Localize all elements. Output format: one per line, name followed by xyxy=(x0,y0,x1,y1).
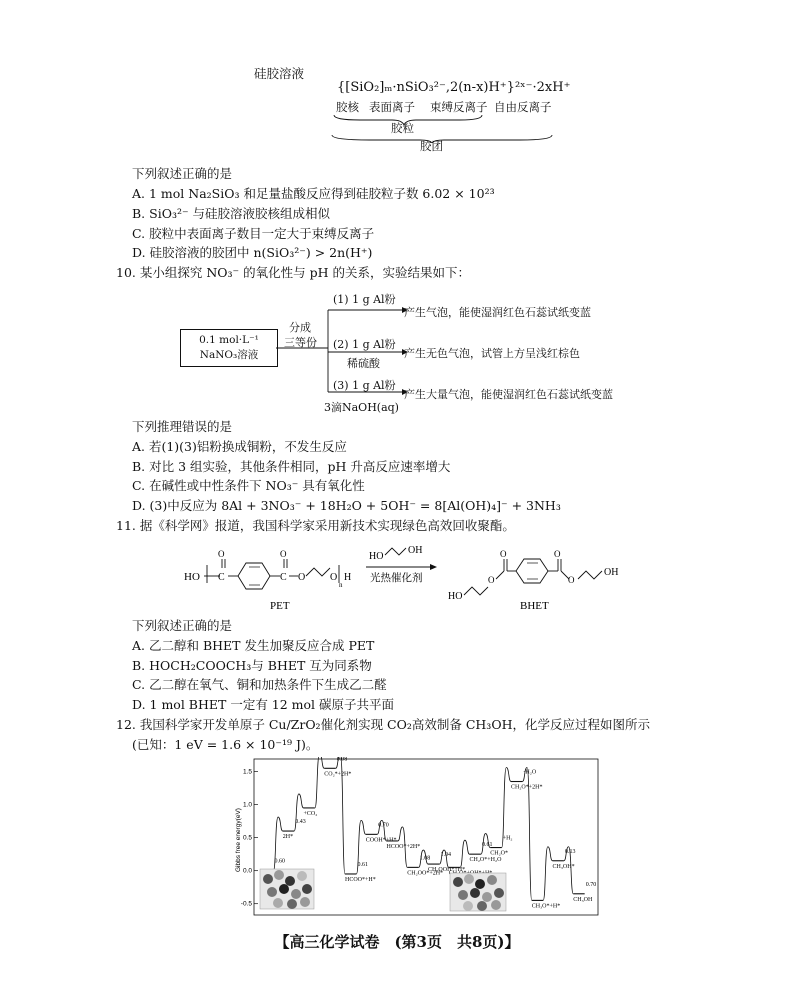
level-label: CH₂O*+H₂O xyxy=(469,857,502,864)
svg-text:O: O xyxy=(298,572,306,583)
q10-reagent-1: (1) 1 g Al粉 xyxy=(333,293,396,306)
q11-sub-stem: 下列叙述正确的是 xyxy=(132,618,233,633)
q9-option-c: C. 胶粒中表面离子数目一定大于束缚反离子 xyxy=(132,226,375,241)
q10-result-1: 产生气泡，能使湿润红色石蕊试纸变蓝 xyxy=(404,306,591,319)
q10-extra-2: 稀硫酸 xyxy=(347,357,380,370)
energy-annotation: 0.13 xyxy=(564,848,576,855)
q10-box-line1: 0.1 mol·L⁻¹ xyxy=(199,334,259,346)
q10-option-d: D. (3)中反应为 8Al + 3NO₃⁻ + 18H₂O + 5OH⁻ = 8[Al(OH)₄]⁻ + 3NH₃ xyxy=(132,498,561,513)
q10-reagent-2: (2) 1 g Al粉 xyxy=(333,338,396,351)
level-label: HCOO*+H* xyxy=(345,876,376,883)
pet-h: H xyxy=(344,572,352,583)
q10-reagent-3: (3) 1 g Al粉 xyxy=(333,379,396,392)
q11-option-d: D. 1 mol BHET 一定有 12 mol 碳原子共平面 xyxy=(132,697,395,712)
level-label: CH₂O*+2H* xyxy=(511,784,543,791)
q10-split1: 分成 xyxy=(289,321,311,334)
colloid-part-bound: 束缚反离子 xyxy=(430,100,488,114)
colloid-part-free: 自由反离子 xyxy=(494,100,552,114)
q10-branch-arrows xyxy=(276,300,416,410)
level-label: +CO₂ xyxy=(303,810,318,817)
chart-ylabel: Gibbs free energy(eV) xyxy=(235,808,242,872)
energy-annotation: 1.04 xyxy=(440,852,451,859)
level-label: 2H* xyxy=(282,834,294,841)
pet-label: PET xyxy=(270,600,290,612)
energy-annotation: 0.70 xyxy=(378,822,389,829)
q9-option-b: B. SiO₃²⁻ 与硅胶溶液胶核组成相似 xyxy=(132,206,331,221)
bhet-label: BHET xyxy=(520,600,549,612)
catalyst-image-left xyxy=(260,869,314,909)
q12-stem: 12. 我国科学家开发单原子 Cu/ZrO₂催化剂实现 CO₂高效制备 CH₃OH，化学反应过程如图所示 xyxy=(116,717,650,732)
energy-annotation: -H₂O xyxy=(523,769,537,776)
y-tick-label: 1.5 xyxy=(242,768,252,776)
q9-option-d: D. 硅胶溶液的胶团中 n(SiO₃²⁻) > 2n(H⁺) xyxy=(132,245,373,260)
q11-option-a: A. 乙二醇和 BHET 发生加聚反应合成 PET xyxy=(132,638,375,653)
y-tick-label: -0.5 xyxy=(240,900,252,908)
chart-yticks xyxy=(241,769,258,908)
energy-annotation: 1.08 xyxy=(419,855,431,862)
q10-stem: 10. 某小组探究 NO₃⁻ 的氧化性与 pH 的关系，实验结果如下： xyxy=(116,265,470,280)
reagent-ho: HO xyxy=(369,551,384,562)
q11-option-b: B. HOCH₂COOCH₃与 BHET 互为同系物 xyxy=(132,658,372,673)
q10-extra-3: 3滴NaOH(aq) xyxy=(324,401,399,414)
q11-option-c: C. 乙二醇在氧气、铜和加热条件下生成乙二醛 xyxy=(132,677,387,692)
colloid-braces xyxy=(330,113,560,143)
catalyst-image-right xyxy=(450,873,506,911)
energy-annotation: +H₂ xyxy=(502,835,513,842)
q10-box-line2: NaNO₃溶液 xyxy=(199,349,259,361)
q9-option-a: A. 1 mol Na₂SiO₃ 和足量盐酸反应得到硅胶粒子数 6.02 × 10²³ xyxy=(132,186,495,201)
transition-curve xyxy=(315,757,324,808)
q10-solution-box xyxy=(180,329,278,367)
energy-annotation: 0.60 xyxy=(274,858,285,865)
q10-option-c: C. 在碱性或中性条件下 NO₃⁻ 具有氧化性 xyxy=(132,478,365,493)
colloid-formula: {[SiO₂]ₘ·nSiO₃²⁻,2(n-x)H⁺}²ˣ⁻·2xH⁺ xyxy=(337,80,571,95)
energy-annotation: 0.43 xyxy=(295,819,306,826)
reagent-oh: OH xyxy=(408,545,423,556)
colloid-label: 硅胶溶液 xyxy=(254,66,305,81)
colloid-part-surface: 表面离子 xyxy=(369,100,415,114)
colloid-particle: 胶粒 xyxy=(391,121,414,135)
level-label: CH₂OOH*+H* xyxy=(428,867,466,874)
colloid-micelle: 胶团 xyxy=(420,139,443,153)
q9-stem: 下列叙述正确的是 xyxy=(132,166,233,181)
q12-note: (已知：1 eV = 1.6 × 10⁻¹⁹ J)。 xyxy=(132,737,319,752)
svg-text:OH: OH xyxy=(604,567,619,578)
q11-reaction-scheme xyxy=(180,537,640,617)
q10-sub-stem: 下列推理错误的是 xyxy=(132,419,233,434)
pet-ho: HO xyxy=(184,571,200,583)
level-label: CH₃OH* xyxy=(552,863,575,870)
level-label: CH₂O* xyxy=(490,850,509,857)
svg-text:O: O xyxy=(568,575,575,585)
catalyst-label: 光热催化剂 xyxy=(370,573,423,584)
q12-energy-chart xyxy=(232,757,604,919)
svg-text:O: O xyxy=(488,575,495,585)
pet-n: n xyxy=(339,581,343,589)
y-tick-label: 1.0 xyxy=(242,801,252,809)
level-label: CH₃O*+H* xyxy=(531,903,561,910)
transition-curve xyxy=(294,794,303,831)
energy-annotation: 0.70 xyxy=(585,881,597,888)
q10-split2: 三等份 xyxy=(284,336,317,349)
level-label: CH₃OH xyxy=(573,896,593,903)
level-label: HCOO*+2H* xyxy=(386,843,421,850)
q10-option-a: A. 若(1)(3)铝粉换成铜粉，不发生反应 xyxy=(132,439,347,454)
q10-result-2: 产生无色气泡，试管上方呈浅红棕色 xyxy=(404,347,580,360)
svg-text:O: O xyxy=(218,549,225,559)
svg-text:O: O xyxy=(280,549,287,559)
svg-text:O: O xyxy=(554,549,561,559)
svg-text:C: C xyxy=(218,572,225,583)
svg-text:HO: HO xyxy=(448,591,463,602)
level-label: CO₂*+2H* xyxy=(324,771,352,778)
energy-annotation: 0.61 xyxy=(481,842,493,849)
svg-text:C: C xyxy=(280,572,287,583)
q10-option-b: B. 对比 3 组实验，其他条件相同，pH 升高反应速率增大 xyxy=(132,459,451,474)
energy-annotation: 0.08 xyxy=(336,757,348,763)
energy-annotation: 0.61 xyxy=(357,861,368,868)
level-label: COOH*+H* xyxy=(365,837,397,844)
svg-text:O: O xyxy=(500,549,507,559)
q10-result-3: 产生大量气泡，能使湿润红色石蕊试纸变蓝 xyxy=(404,388,613,401)
level-label: CH₂OO*+2H* xyxy=(407,870,444,877)
y-tick-label: 0.0 xyxy=(242,867,252,875)
colloid-part-core: 胶核 xyxy=(336,100,359,114)
q11-stem: 11. 据《科学网》报道，我国科学家采用新技术实现绿色高效回收聚酯。 xyxy=(116,518,515,533)
page-footer: 【高三化学试卷 (第3页 共8页)】 xyxy=(274,933,520,951)
transition-curve xyxy=(543,847,552,901)
svg-text:O: O xyxy=(330,572,338,583)
transition-curve xyxy=(460,840,469,867)
y-tick-label: 0.5 xyxy=(242,834,252,842)
